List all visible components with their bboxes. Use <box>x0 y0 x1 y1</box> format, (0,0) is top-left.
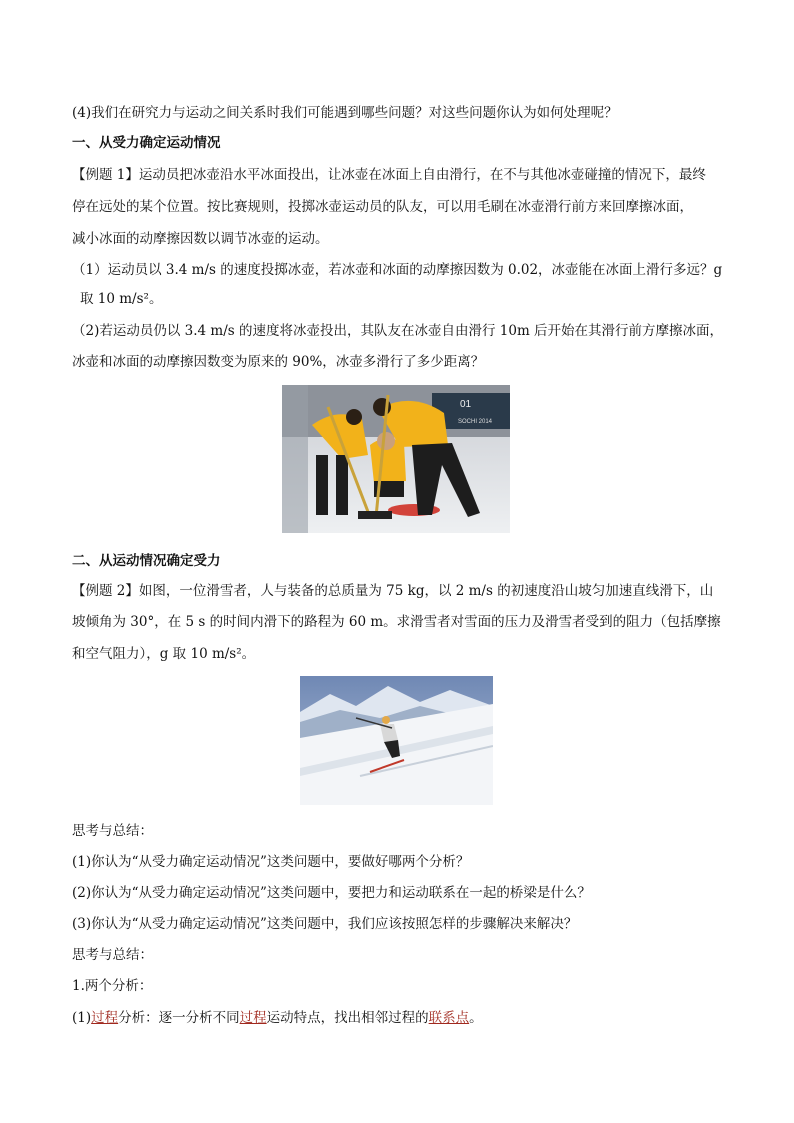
section-1-heading: 一、从受力确定运动情况 <box>72 135 221 151</box>
svg-text:SOCHI 2014: SOCHI 2014 <box>458 419 493 425</box>
example-2-line-1: 【例题 2】如图，一位滑雪者，人与装备的总质量为 75 kg，以 2 m/s 的初速度沿山坡匀加速直线滑下，山 <box>72 583 714 599</box>
example-1-line-2: 停在远处的某个位置。按比赛规则，投掷冰壶运动员的队友，可以用毛刷在冰壶滑行前方来回摩擦冰面， <box>72 199 693 215</box>
svg-text:01: 01 <box>460 399 472 410</box>
keyword-process-1[interactable]: 过程 <box>91 1010 119 1026</box>
summary-1-title: 思考与总结： <box>72 823 153 839</box>
example-1-line-3: 减小冰面的动摩擦因数以调节冰壶的运动。 <box>72 231 329 247</box>
summary-2-item-1: 1.两个分析： <box>72 978 153 994</box>
process-analysis-prefix: (1) <box>72 1010 92 1026</box>
curling-photo <box>282 385 510 533</box>
skier-photo <box>300 676 493 805</box>
process-analysis-text-2: 运动特点，找出相邻过程的 <box>266 1010 429 1026</box>
keyword-process-2[interactable]: 过程 <box>239 1010 267 1026</box>
example-1-part-2-cont: 冰壶和冰面的动摩擦因数变为原来的 90%，冰壶多滑行了多少距离？ <box>72 354 485 370</box>
example-2-line-3: 和空气阻力），g 取 10 m/s²。 <box>72 646 256 662</box>
example-1-part-1: （1）运动员以 3.4 m/s 的速度投掷冰壶，若冰壶和冰面的动摩擦因数为 0.02，冰壶能在冰面上滑行多远？g <box>72 262 723 278</box>
example-1-line-1: 【例题 1】运动员把冰壶沿水平冰面投出，让冰壶在冰面上自由滑行，在不与其他冰壶碰撞的情况下，最终 <box>72 167 706 183</box>
question-4: (4)我们在研究力与运动之间关系时我们可能遇到哪些问题？对这些问题你认为如何处理呢？ <box>72 105 618 121</box>
example-1-part-1-cont: 取 10 m/s²。 <box>80 291 163 307</box>
section-2-heading: 二、从运动情况确定受力 <box>72 553 221 569</box>
process-analysis-end: 。 <box>469 1010 483 1026</box>
keyword-connection-point[interactable]: 联系点 <box>428 1010 470 1026</box>
example-2-line-2: 坡倾角为 30°，在 5 s 的时间内滑下的路程为 60 m。求滑雪者对雪面的压力及滑雪者受到的阻力（包括摩擦 <box>72 614 721 630</box>
example-1-part-2: （2)若运动员仍以 3.4 m/s 的速度将冰壶投出，其队友在冰壶自由滑行 10m 后开始在其滑行前方摩擦冰面， <box>72 323 724 339</box>
summary-2-title: 思考与总结： <box>72 947 153 963</box>
summary-1-question-3: (3)你认为“从受力确定运动情况”这类问题中，我们应该按照怎样的步骤解决来解决？ <box>72 916 578 932</box>
process-analysis-text-1: 分析：逐一分析不同 <box>118 1010 240 1026</box>
process-analysis-line <box>72 1009 483 1027</box>
summary-1-question-1: (1)你认为“从受力确定运动情况”这类问题中，要做好哪两个分析？ <box>72 854 470 870</box>
summary-1-question-2: (2)你认为“从受力确定运动情况”这类问题中，要把力和运动联系在一起的桥梁是什么？ <box>72 885 591 901</box>
